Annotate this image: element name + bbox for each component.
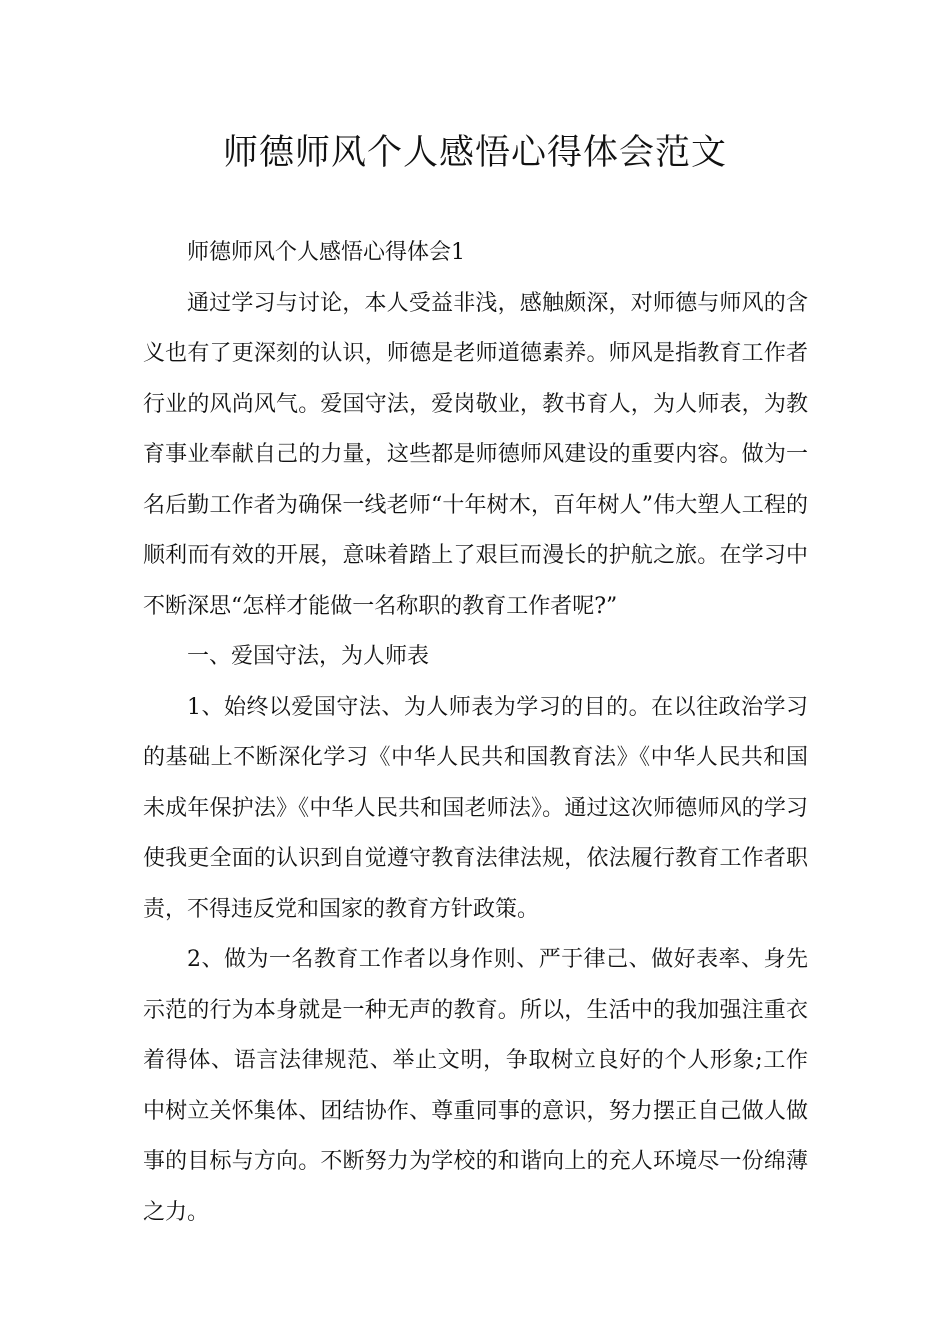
body-paragraph: 2、做为一名教育工作者以身作则、严于律己、做好表率、身先示范的行为本身就是一种无声的教育。所以，生活中的我加强注重衣着得体、语言法律规范、举止文明，争取树立良好的个人形象;工作中树立关怀集体、团结协作、尊重同事的意识，努力摆正自己做人做事的目标与方向。不断努力为学校的和谐向上的充人环境尽一份绵薄之力。 [143, 947, 808, 1225]
section-heading: 师德师风个人感悟心得体会1 [187, 240, 465, 265]
subsection-heading: 一、爱国守法，为人师表 [187, 644, 430, 669]
document-title: 师德师风个人感悟心得体会范文 [222, 133, 727, 173]
document-body [143, 228, 808, 1238]
body-paragraph: 1、始终以爱国守法、为人师表为学习的目的。在以往政治学习的基础上不断深化学习《中华人民共和国教育法》《中华人民共和国未成年保护法》《中华人民共和国老师法》。通过这次师德师风的学习使我更全面的认识到自觉遵守教育法律法规，依法履行教育工作者职责，不得违反党和国家的教育方针政策。 [143, 694, 808, 922]
body-paragraph: 通过学习与讨论，本人受益非浅，感触颇深，对师德与师风的含义也有了更深刻的认识，师德是老师道德素养。师风是指教育工作者行业的风尚风气。爱国守法，爱岗敬业，教书育人，为人师表，为教育事业奉献自己的力量，这些都是师德师风建设的重要内容。做为一名后勤工作者为确保一线老师“十年树木，百年树人”伟大塑人工程的顺利而有效的开展，意味着踏上了艰巨而漫长的护航之旅。在学习中不断深思“怎样才能做一名称职的教育工作者呢?” [143, 290, 808, 619]
